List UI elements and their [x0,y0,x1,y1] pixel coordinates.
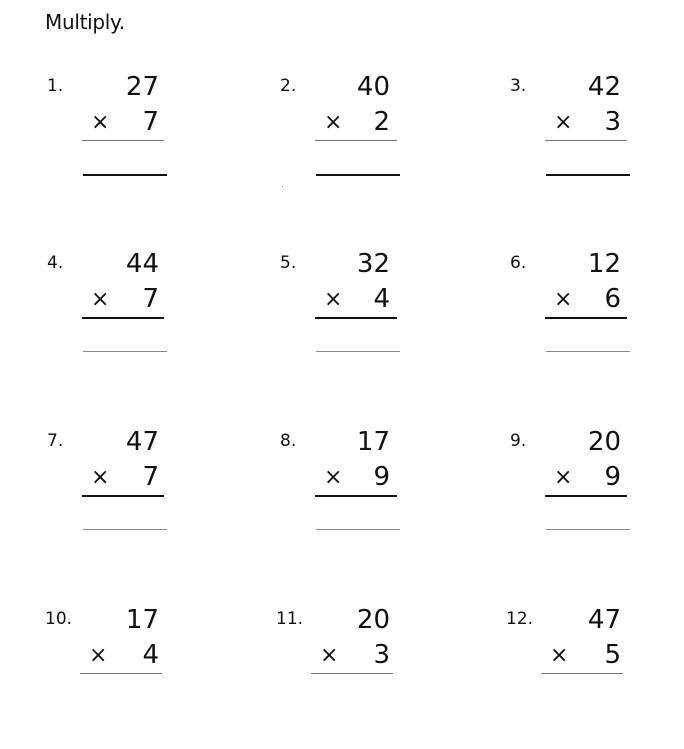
multiplier: 7 [142,107,159,137]
problem-number: 1. [47,76,64,96]
multiplier: 9 [373,462,390,492]
answer-line[interactable] [546,174,630,176]
answer-line[interactable] [316,174,400,176]
multiply-sign: × [324,287,343,312]
multiplier: 7 [142,462,159,492]
problem-number: 12. [506,609,534,629]
multiply-sign: × [550,643,569,668]
problem-number: 11. [276,609,304,629]
answer-line[interactable] [546,351,630,352]
multiplicand: 40 [356,72,390,102]
multiply-sign: × [91,110,110,135]
multiply-sign: × [91,465,110,490]
problem-3 [510,72,621,216]
problem-number: 7. [47,431,64,451]
multiplier: 4 [142,640,159,670]
answer-line[interactable] [316,351,400,352]
product-line [545,317,627,319]
product-line [82,495,164,497]
multiplier: 5 [604,640,621,670]
problem-2 [280,72,390,216]
multiplier: 9 [604,462,621,492]
problem-10 [45,605,159,749]
answer-line[interactable] [83,529,167,530]
problem-number: 4. [47,253,64,273]
problem-5 [280,249,390,393]
multiplier: 4 [373,284,390,314]
problem-11 [276,605,390,749]
product-line [82,317,164,319]
product-line [545,140,627,141]
multiplicand: 20 [587,427,621,457]
multiplicand: 20 [356,605,390,635]
problem-7 [47,427,159,571]
multiplicand: 44 [125,249,159,279]
problem-number: 5. [280,253,297,273]
product-line [315,317,397,319]
problem-number: 8. [280,431,297,451]
multiply-sign: × [91,287,110,312]
multiplicand: 17 [356,427,390,457]
multiplicand: 42 [587,72,621,102]
multiply-sign: × [320,643,339,668]
multiply-sign: × [554,110,573,135]
answer-line[interactable] [83,174,167,176]
multiplier: 2 [373,107,390,137]
problem-4 [47,249,159,393]
problem-number: 10. [45,609,73,629]
multiply-sign: × [554,287,573,312]
multiplier: 3 [604,107,621,137]
product-line [545,495,627,497]
multiplicand: 17 [125,605,159,635]
problem-8 [280,427,390,571]
multiplicand: 47 [125,427,159,457]
problem-number: 3. [510,76,527,96]
answer-line[interactable] [546,529,630,530]
problem-1 [47,72,159,216]
problem-number: 6. [510,253,527,273]
answer-line[interactable] [316,529,400,530]
multiplier: 6 [604,284,621,314]
product-line [311,673,393,674]
multiply-sign: × [89,643,108,668]
problem-number: 9. [510,431,527,451]
product-line [80,673,162,674]
multiply-sign: × [554,465,573,490]
answer-line[interactable] [83,351,167,352]
problem-number: 2. [280,76,297,96]
multiply-sign: × [324,465,343,490]
problem-12 [506,605,621,749]
multiplier: 3 [373,640,390,670]
multiplicand: 12 [587,249,621,279]
multiplicand: 32 [356,249,390,279]
multiplicand: 27 [125,72,159,102]
product-line [315,495,397,497]
problem-6 [510,249,621,393]
multiplicand: 47 [587,605,621,635]
multiplier: 7 [142,284,159,314]
product-line [82,140,164,141]
multiply-sign: × [324,110,343,135]
product-line [315,140,397,141]
problem-9 [510,427,621,571]
product-line [541,673,623,674]
instruction-heading: Multiply. [45,10,125,34]
